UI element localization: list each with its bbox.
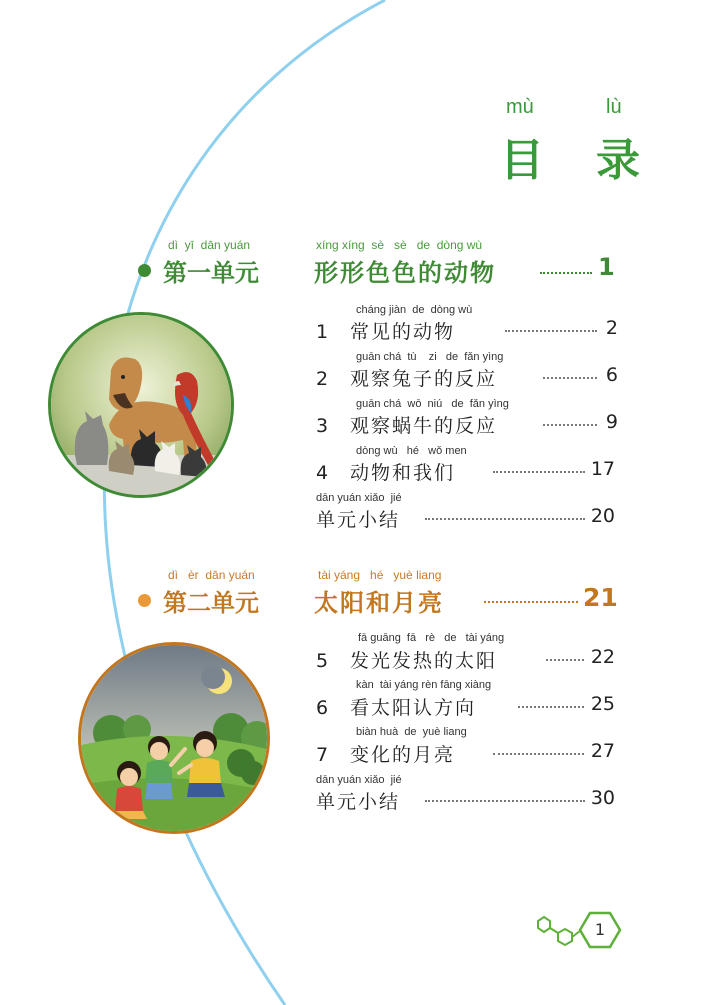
unit2-name-pinyin: tài yáng hé yuè liang: [318, 568, 442, 582]
unit2-moon-kids-image: [78, 642, 270, 834]
unit1-leader: [540, 272, 592, 274]
item-number: 2: [316, 368, 329, 390]
unit2-item7[interactable]: [316, 740, 455, 767]
unit1-item3-page: 9: [605, 411, 618, 433]
unit1-item1[interactable]: [316, 317, 455, 344]
unit2-item5-pinyin: fā guāng fā rè de tài yáng: [358, 632, 505, 644]
title-char-lu: 录: [596, 135, 640, 186]
item-title: 常见的动物: [350, 321, 456, 343]
unit1-page: 1: [598, 253, 615, 281]
item-number: 1: [316, 321, 329, 343]
unit2-item6-page: 25: [590, 693, 615, 715]
item-number: 7: [316, 744, 329, 766]
item-title: 单元小结: [316, 791, 401, 813]
unit2-leader: [484, 601, 578, 603]
unit2-dot-icon: [138, 594, 151, 607]
unit2-item7-leader: [493, 753, 584, 755]
unit2-item7-page: 27: [590, 740, 615, 762]
item-number: 3: [316, 415, 329, 437]
unit1-item1-pinyin: cháng jiàn de dòng wù: [356, 304, 473, 316]
title-pinyin-mu: mù: [506, 96, 534, 118]
unit1-item2-pinyin: guān chá tù zi de fǎn yìng: [356, 351, 504, 363]
unit2-label: 第二单元: [163, 589, 259, 617]
unit1-name-pinyin: xíng xíng sè sè de dòng wù: [316, 238, 483, 252]
item-title: 变化的月亮: [350, 744, 456, 766]
item-title: 观察兔子的反应: [350, 368, 498, 390]
title-pinyin-lu: lù: [606, 96, 622, 118]
unit1-item2[interactable]: [316, 364, 497, 391]
item-title: 看太阳认方向: [350, 697, 477, 719]
unit1-summary-page: 20: [590, 505, 615, 527]
item-number: 4: [316, 462, 329, 484]
unit1-animals-image: [48, 312, 234, 498]
item-title: 动物和我们: [350, 462, 456, 484]
unit2-summary-pinyin: dān yuán xiǎo jié: [316, 774, 402, 786]
unit2-label-pinyin: dì èr dān yuán: [168, 568, 255, 582]
unit1-item2-page: 6: [605, 364, 618, 386]
unit2-summary[interactable]: [316, 787, 400, 814]
unit1-item4-leader: [493, 471, 585, 473]
unit2-item5[interactable]: [316, 646, 497, 673]
unit2-summary-page: 30: [590, 787, 615, 809]
unit1-summary-pinyin: dān yuán xiǎo jié: [316, 492, 402, 504]
unit1-item4-pinyin: dòng wù hé wǒ men: [356, 445, 467, 457]
unit2-item7-pinyin: biàn huà de yuè liang: [356, 726, 467, 738]
unit2-item6[interactable]: [316, 693, 476, 720]
page-number: 1: [594, 920, 606, 939]
unit1-dot-icon: [138, 264, 151, 277]
unit1-label-pinyin: dì yī dān yuán: [168, 238, 251, 252]
item-number: 6: [316, 697, 329, 719]
item-number: 5: [316, 650, 329, 672]
unit1-item3[interactable]: [316, 411, 497, 438]
unit2-summary-leader: [425, 800, 585, 802]
unit1-label: 第一单元: [163, 259, 259, 287]
unit1-item1-page: 2: [605, 317, 618, 339]
unit1-name: 形形色色的动物: [314, 259, 496, 287]
unit1-summary-leader: [425, 518, 585, 520]
unit1-summary[interactable]: [316, 505, 400, 532]
unit2-item6-pinyin: kàn tài yáng rèn fāng xiàng: [356, 679, 492, 691]
item-title: 单元小结: [316, 509, 401, 531]
unit1-item3-pinyin: guān chá wō niú de fǎn yìng: [356, 398, 509, 410]
unit1-item4[interactable]: [316, 458, 455, 485]
item-title: 观察蜗牛的反应: [350, 415, 498, 437]
unit2-name: 太阳和月亮: [314, 589, 444, 617]
unit2-item5-page: 22: [590, 646, 615, 668]
item-title: 发光发热的太阳: [350, 650, 498, 672]
unit2-page: 21: [583, 583, 618, 612]
title-char-mu: 目: [500, 135, 544, 186]
unit1-item4-page: 17: [590, 458, 615, 480]
